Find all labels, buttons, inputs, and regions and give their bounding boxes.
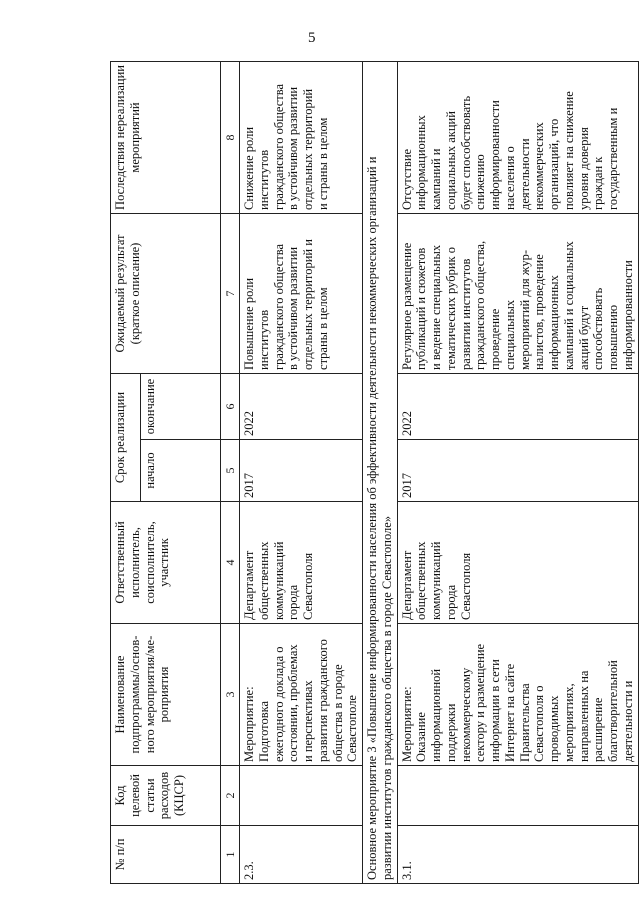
column-number: 1 <box>221 826 240 884</box>
row-end-year: 2022 <box>397 373 638 439</box>
column-number: 2 <box>221 766 240 826</box>
header-end: окончание <box>141 373 221 439</box>
row-name: Мероприятие: Подготовка ежегодного доклада о состоянии, проблемах и перспективах развития гражданского общества в городе Севастополе <box>240 624 363 766</box>
table-row <box>240 61 363 883</box>
row-executor: Департамент общественных коммуникаций города Севастополя <box>397 502 638 624</box>
column-number: 6 <box>221 373 240 439</box>
column-number: 4 <box>221 502 240 624</box>
row-name: Мероприятие: Оказание информационной поддержки некоммерческому сектору и размещение информации в сети Интернет на сайте Правительства Севастополя о проводимых мероприятиях, направленных на расширение благотворительной деятельности и <box>397 624 638 766</box>
row-code <box>397 766 638 826</box>
row-code <box>240 766 363 826</box>
table-row <box>397 61 638 883</box>
column-number: 8 <box>221 61 240 213</box>
header-name: Наименование подпрограммы/основ-ного мероприятия/ме-роприятия <box>111 624 221 766</box>
header-start: начало <box>141 440 221 502</box>
header-expected-result: Ожидаемый результат (краткое описание) <box>111 213 221 373</box>
row-consequences: Отсутствие информационных кампаний и социальных акций будет способствовать снижению информированности населения о деятельности некоммерческих организаций, что повлияет на снижение уровня доверия граждан к государственным и <box>397 61 638 213</box>
row-end-year: 2022 <box>240 373 363 439</box>
row-expected-result: Регулярное размещение публикаций и сюжетов и ведение специальных тематических рубрик о развитии институтов гражданского общества, проведение специальных мероприятий для жур- налистов, проведение информационных кампаний и социальных акций будут способствовать повышению информированности <box>397 213 638 373</box>
page-number: 5 <box>308 30 316 46</box>
row-executor: Департамент общественных коммуникаций города Севастополя <box>240 502 363 624</box>
row-number: 3.1. <box>397 826 638 884</box>
header-consequences: Последствия нереализации мероприятий <box>111 61 221 213</box>
row-start-year: 2017 <box>240 440 363 502</box>
section-heading: Основное мероприятие 3 «Повышение информированности населения об эффективности деятельности некоммерческих организаций и развитии институтов гражданского общества в городе Севастополе» <box>363 61 398 883</box>
rotated-table-container <box>110 62 635 884</box>
column-number: 3 <box>221 624 240 766</box>
row-number: 2.3. <box>240 826 363 884</box>
column-number: 5 <box>221 440 240 502</box>
row-consequences: Снижение роли институтов гражданского общества в устойчивом развитии отдельных территорий и страны в целом <box>240 61 363 213</box>
program-activities-table <box>110 61 639 884</box>
header-executor: Ответственный исполнитель, соисполнитель, участник <box>111 502 221 624</box>
row-expected-result: Повышение роли институтов гражданского общества в устойчивом развитии отдельных территорий и страны в целом <box>240 213 363 373</box>
header-code: Код целевой статьи расходов (КЦСР) <box>111 766 221 826</box>
row-start-year: 2017 <box>397 440 638 502</box>
header-row-number: № п/п <box>111 826 221 884</box>
header-period: Срок реализации <box>111 373 141 501</box>
column-number: 7 <box>221 213 240 373</box>
